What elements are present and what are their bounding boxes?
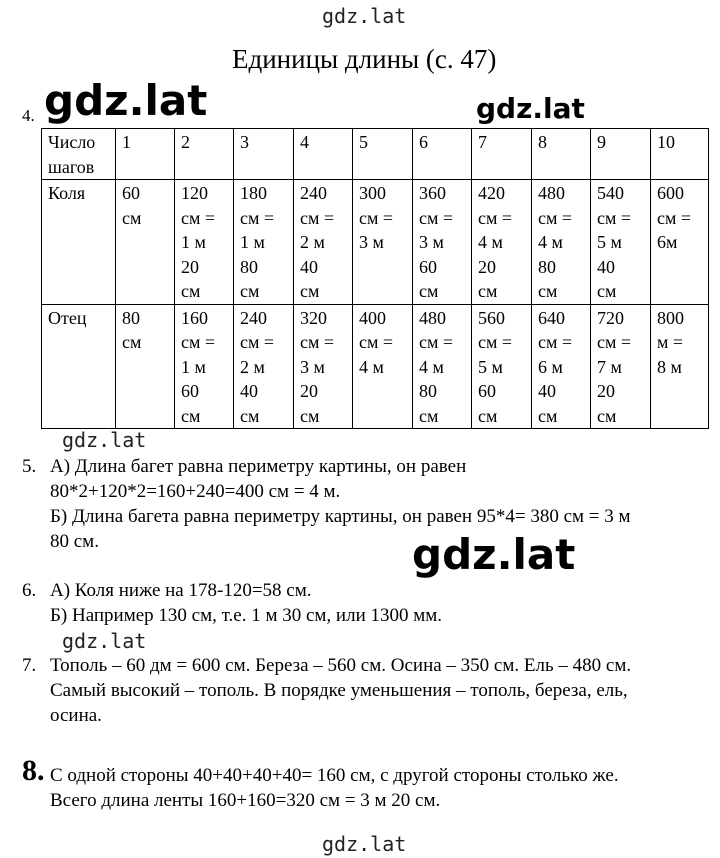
cell-line: см = [597,332,632,352]
task-8-line-2: Всего длина ленты 160+160=320 см = 3 м 20 см. [50,790,441,811]
table-row [42,129,709,180]
cell-line: см [240,405,260,426]
task-5-line-4: 80 см. [50,531,99,552]
cell-line: 4 м [419,356,444,377]
steps-table [41,128,709,429]
cell-line: 240 [300,183,327,203]
cell-line: 40 [240,381,258,401]
cell-line: 3 [240,132,249,152]
cell-line: см = [181,207,216,228]
cell-line: см [597,281,617,301]
cell-line: 80 [419,381,437,401]
row-label-line: Число [48,132,96,152]
cell-line: см = [240,207,275,228]
table-cell [294,180,353,305]
cell-line: 6 м [538,356,563,377]
task-7-line-2: Самый высокий – тополь. В порядке уменьшения – тополь, береза, ель, [50,680,628,701]
cell-line: см = [538,332,573,352]
task-6-number: 6. [22,580,37,601]
cell-line: 80 [240,256,258,277]
cell-line: 480 [419,307,446,328]
cell-line: м = [657,332,684,352]
task-6-line-2: Б) Например 130 см, т.е. 1 м 30 см, или 1300 мм. [50,605,443,626]
cell-line: 240 [240,307,267,328]
cell-line: 1 м [181,356,206,377]
cell-line: 180 [240,183,267,203]
task-5-line-3: Б) Длина багета равна периметру картины, он равен 95*4= 380 см = 3 м [50,506,631,527]
cell-line: см [419,281,439,301]
table-cell [591,180,651,305]
cell-line: 3 м [419,232,444,252]
cell-line: см = [419,207,454,228]
cell-line: см [597,405,617,426]
task-4-number: 4. [22,106,35,125]
cell-line: 6м [657,232,678,252]
cell-line: 9 [597,132,606,152]
table-cell [294,129,353,180]
cell-line: см [538,405,558,426]
watermark-middle-big: gdz.lat [412,530,576,579]
table-cell [234,304,294,429]
cell-line: см [478,281,498,301]
task-5-line-2: 80*2+120*2=160+240=400 см = 4 м. [50,481,341,502]
watermark-big-left: gdz.lat [44,76,208,125]
watermark-big-right: gdz.lat [476,92,585,125]
cell-line: 360 [419,183,446,203]
cell-line: 20 [597,381,615,401]
task-5-line-1: А) Длина багет равна периметру картины, он равен [50,456,467,477]
task-5-number: 5. [22,456,37,477]
cell-line: 5 м [597,232,622,252]
cell-line: 720 [597,307,624,328]
cell-line: см = [478,332,513,352]
table-cell [651,180,709,305]
cell-line: 8 м [657,356,682,377]
cell-line: 4 м [538,232,563,252]
cell-line: см [300,281,320,301]
cell-line: 640 [538,307,565,328]
row-label-cell [42,180,116,305]
cell-line: 600 [657,183,684,203]
cell-line: см = [359,207,394,228]
cell-line: 8 [538,132,547,152]
cell-line: см [419,405,439,426]
cell-line: 60 [419,256,437,277]
cell-line: 4 [300,132,309,152]
cell-line: 40 [538,381,556,401]
cell-line: 320 [300,307,327,328]
table-cell [116,129,175,180]
cell-line: 420 [478,183,505,203]
cell-line: 800 [657,307,684,328]
cell-line: см [122,332,142,352]
cell-line: см [240,281,260,301]
cell-line: 4 м [478,232,503,252]
cell-line: см = [657,207,692,228]
cell-line: 80 [538,256,556,277]
row-label-line: шагов [48,156,95,177]
cell-line: 7 м [597,356,622,377]
cell-line: 40 [300,256,318,277]
task-7-line-1: Тополь – 60 дм = 600 см. Береза – 560 см. Осина – 350 см. Ель – 480 см. [50,655,632,676]
cell-line: 1 м [240,232,265,252]
table-cell [532,304,591,429]
page-title: Единицы длины (с. 47) [232,44,497,74]
table-cell [234,129,294,180]
watermark-top: gdz.lat [322,4,407,28]
table-row [42,180,709,305]
cell-line: см = [538,207,573,228]
cell-line: см = [359,332,394,352]
task-8-line-1: С одной стороны 40+40+40+40= 160 см, с другой стороны столько же. [50,765,619,786]
task-8-number: 8. [22,754,45,787]
cell-line: 1 м [181,232,206,252]
cell-line: см = [419,332,454,352]
cell-line: 540 [597,183,624,203]
cell-line: см = [300,207,335,228]
table-cell [353,304,413,429]
row-label-line: Коля [48,183,86,203]
cell-line: см [181,405,201,426]
cell-line: 300 [359,183,386,203]
cell-line: 560 [478,307,505,328]
cell-line: 3 м [300,356,325,377]
cell-line: см = [240,332,275,352]
row-label-cell [42,129,116,180]
cell-line: 2 м [300,232,325,252]
cell-line: 5 [359,132,368,152]
watermark-bottom: gdz.lat [322,832,407,856]
cell-line: 5 м [478,356,503,377]
table-row [42,304,709,429]
cell-line: 60 [122,183,140,203]
table-cell [413,304,472,429]
cell-line: 6 [419,132,428,152]
row-label-line: Отец [48,307,87,328]
cell-line: 120 [181,183,208,203]
table-cell [413,129,472,180]
table-cell [532,180,591,305]
cell-line: 4 м [359,356,384,377]
cell-line: 80 [122,307,140,328]
table-cell [116,304,175,429]
watermark-mid-small: gdz.lat [62,629,147,653]
cell-line: 20 [181,256,199,277]
table-cell [472,304,532,429]
cell-line: см = [597,207,632,228]
table-cell [651,304,709,429]
cell-line: 60 [478,381,496,401]
cell-line: 7 [478,132,487,152]
table-cell [472,180,532,305]
table-cell [472,129,532,180]
cell-line: 2 м [240,356,265,377]
task-7-number: 7. [22,655,37,676]
table-cell [353,129,413,180]
task-7-line-3: осина. [50,705,102,726]
task-6-line-1: А) Коля ниже на 178-120=58 см. [50,580,312,601]
table-cell [353,180,413,305]
cell-line: см = [300,332,335,352]
table-cell [175,180,234,305]
cell-line: 40 [597,256,615,277]
cell-line: см = [478,207,513,228]
table-cell [591,129,651,180]
cell-line: 2 [181,132,190,152]
cell-line: 60 [181,381,199,401]
cell-line: см = [181,332,216,352]
row-label-cell [42,304,116,429]
cell-line: 3 м [359,232,384,252]
table-cell [175,129,234,180]
cell-line: 480 [538,183,565,203]
cell-line: см [538,281,558,301]
watermark-below-table: gdz.lat [62,428,147,452]
cell-line: см [122,207,142,228]
table-cell [234,180,294,305]
table-cell [651,129,709,180]
cell-line: см [300,405,320,426]
table-cell [532,129,591,180]
cell-line: 20 [300,381,318,401]
cell-line: 10 [657,132,675,152]
cell-line: см [181,281,201,301]
cell-line: см [478,405,498,426]
cell-line: 160 [181,307,208,328]
cell-line: 400 [359,307,386,328]
cell-line: 20 [478,256,496,277]
table-cell [294,304,353,429]
cell-line: 1 [122,132,131,152]
table-cell [591,304,651,429]
table-cell [413,180,472,305]
table-cell [116,180,175,305]
table-cell [175,304,234,429]
